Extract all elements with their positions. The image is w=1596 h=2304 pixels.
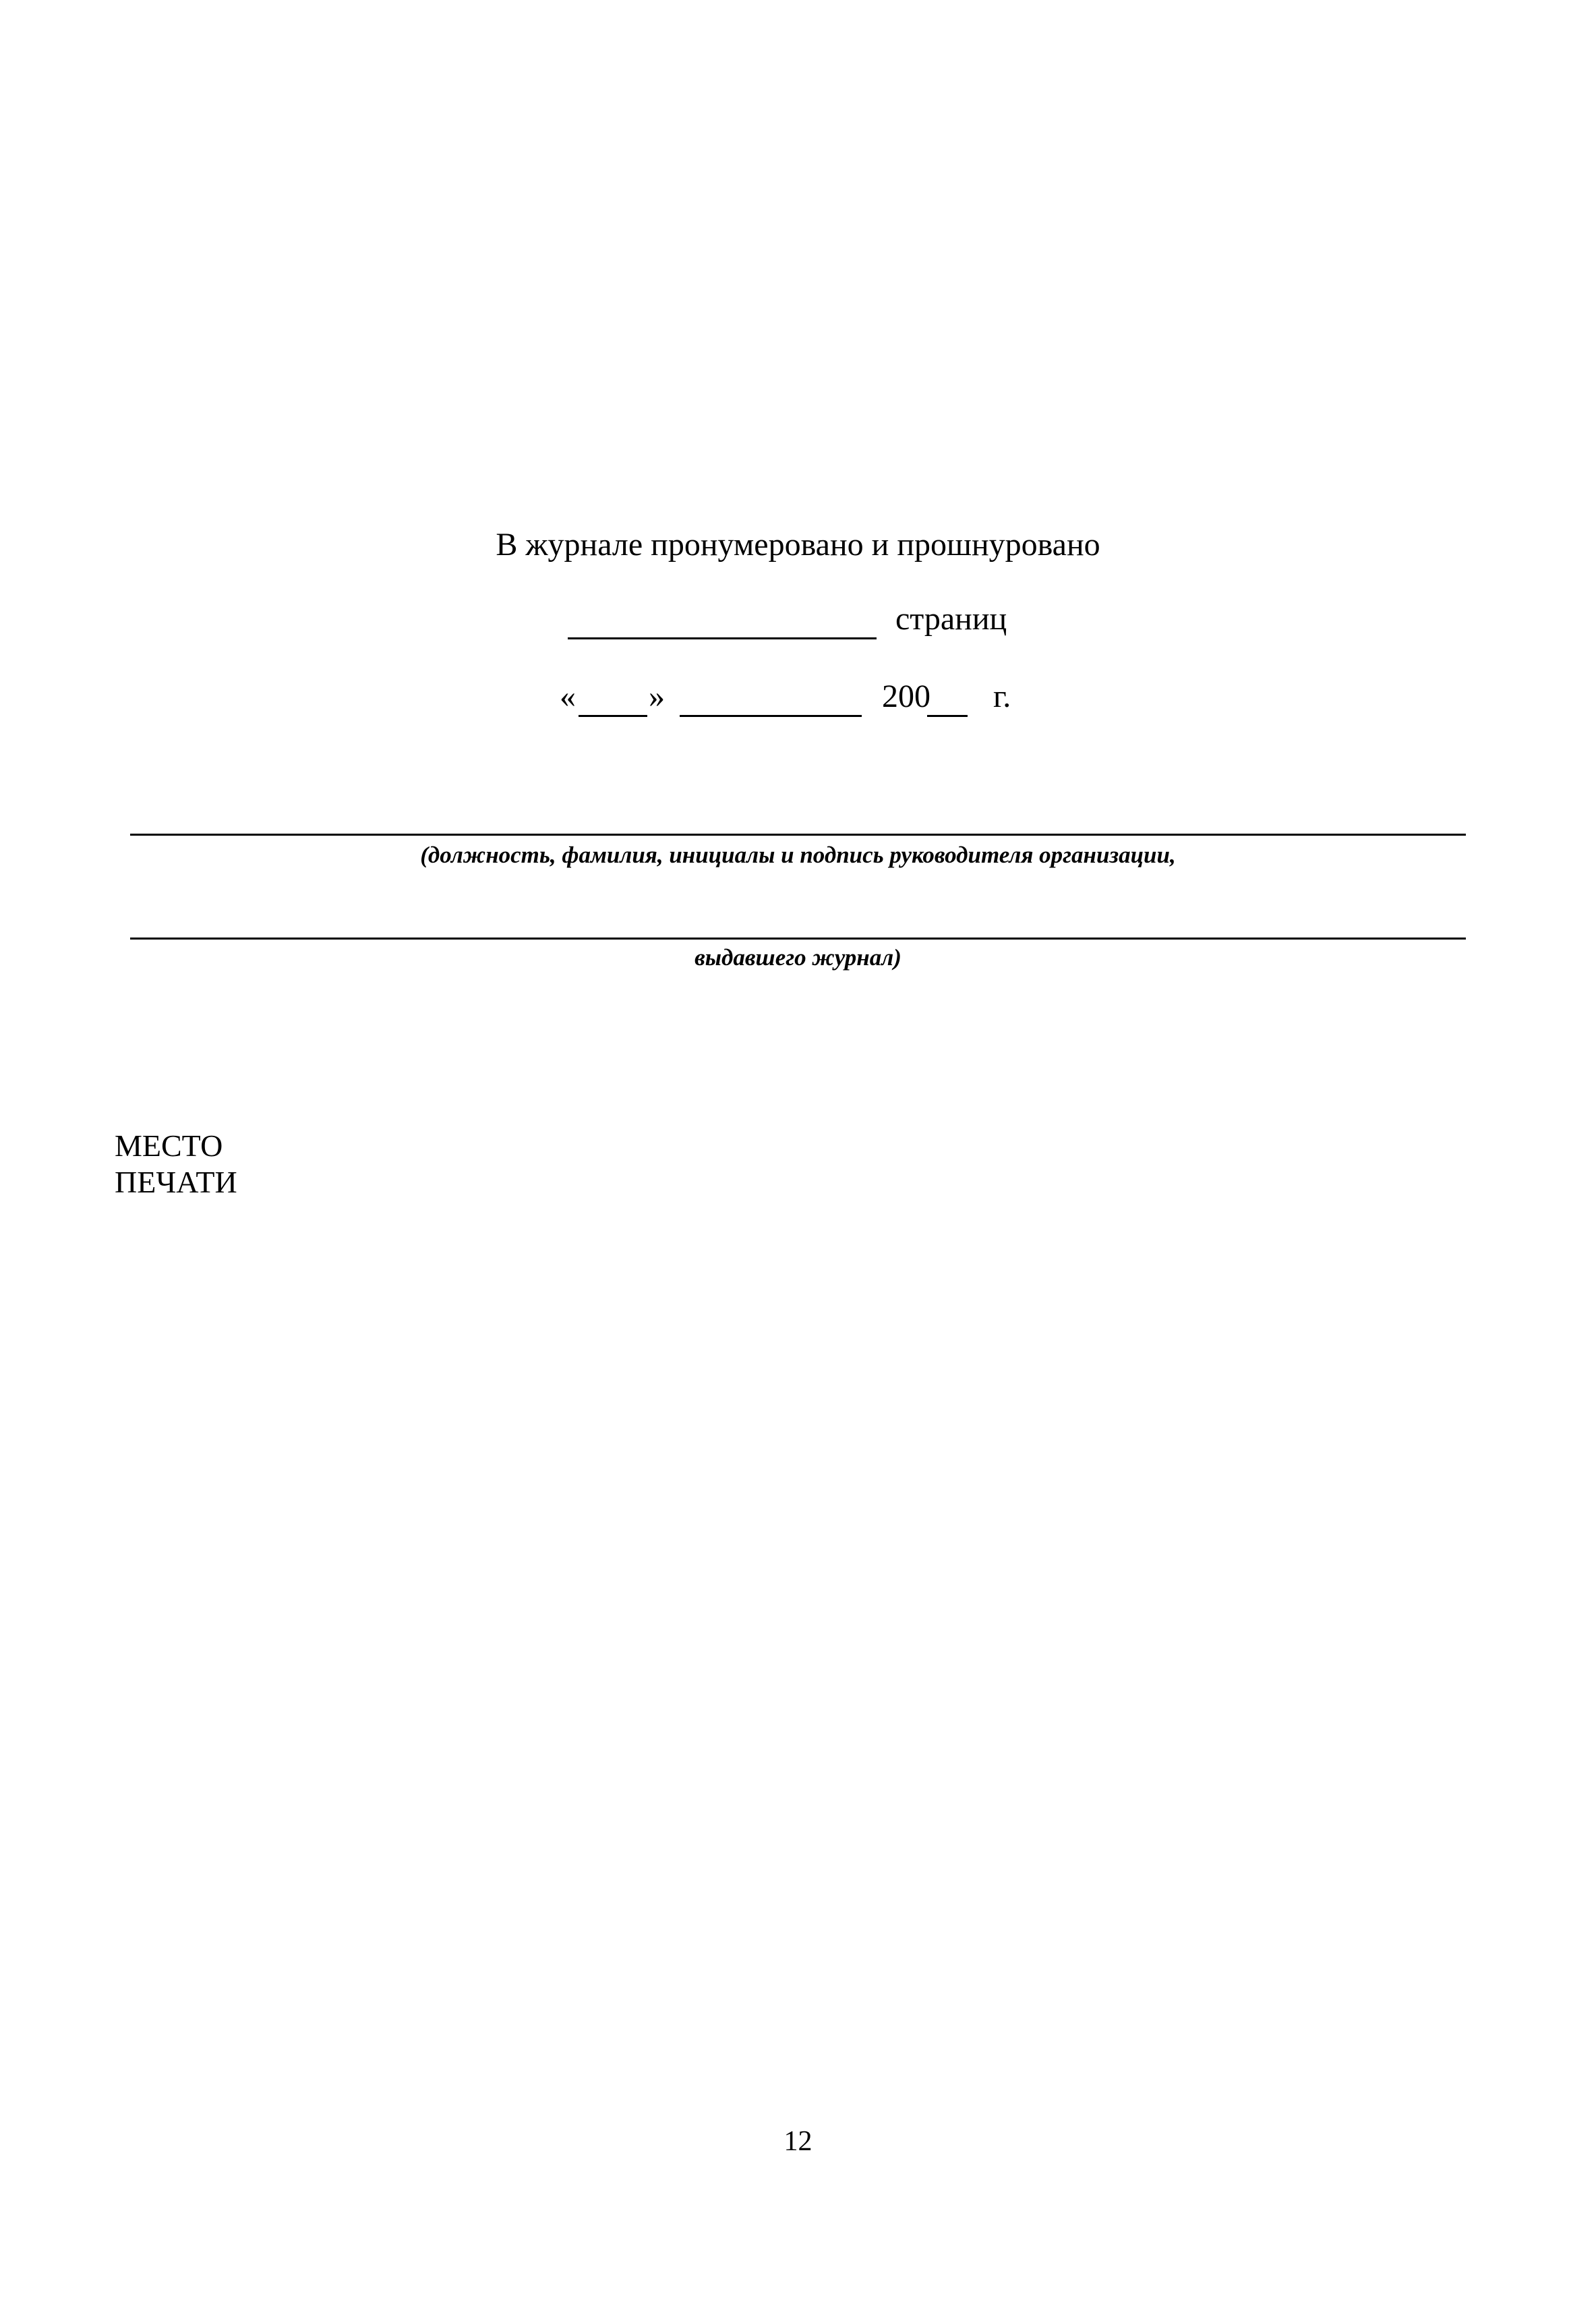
year-suffix: г. [993,679,1011,714]
stamp-line-1: МЕСТО [115,1128,223,1163]
date-line [560,676,1032,717]
year-blank [927,715,968,717]
quote-close: » [649,679,665,714]
signature-line-1 [130,834,1466,836]
day-blank [579,715,647,717]
signature-line-2 [130,938,1466,940]
signature-caption-1: (должность, фамилия, инициалы и подпись руководителя организации, [420,842,1176,868]
quote-open: « [560,679,576,714]
page-count-blank [568,637,877,639]
year-prefix: 200 [882,679,930,714]
pages-word: страниц [895,601,1007,637]
page-count-line [568,599,1026,639]
signature-caption-2: выдавшего журнал) [694,944,902,971]
stamp-place [115,1128,237,1201]
month-blank [680,715,862,717]
page-number: 12 [784,2126,812,2157]
stamp-line-2: ПЕЧАТИ [115,1165,237,1199]
form-title: В журнале пронумеровано и прошнуровано [496,527,1100,563]
